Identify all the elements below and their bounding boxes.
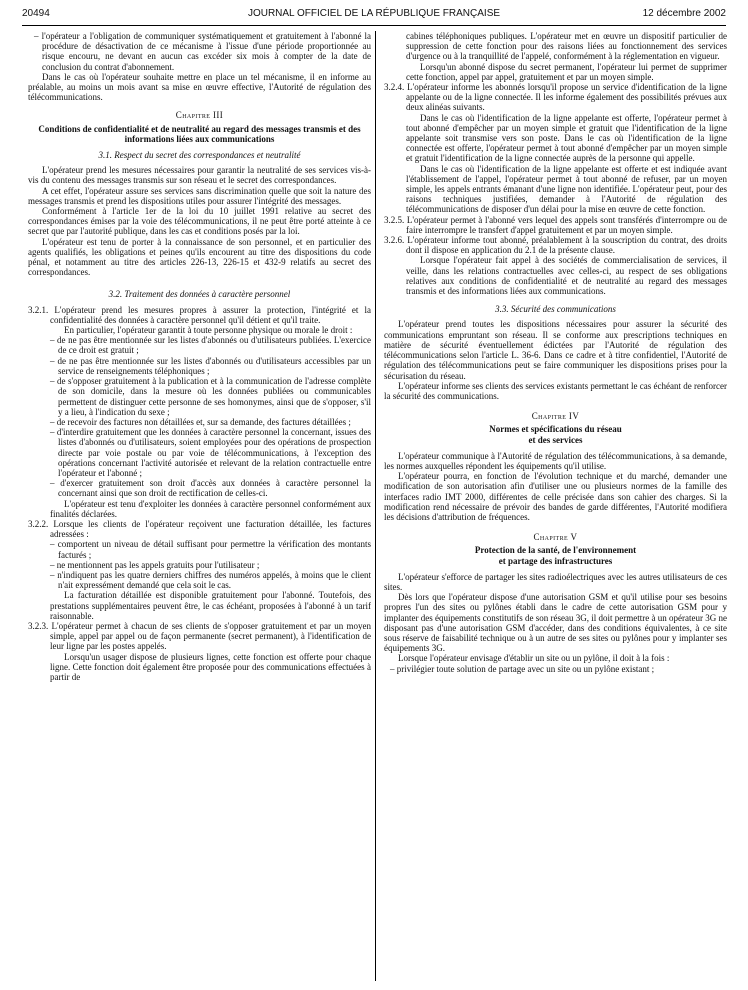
paragraph: L'opérateur prend toutes les dispositions nécessaires pour assurer la sécurité des communications empruntant son réseau. Il se conforme aux prescriptions techniques en matière de sécurité éventuellement édictées par l'Autorité de régulation des télécommunications selon l'article L. 36-6. Dans ce cadre et à titre confidentiel, l'Autorité de régulation des télécommunications peut se faire communiquer les dispositions prises pour la sécurisation du réseau. — [384, 319, 727, 381]
paragraph: L'opérateur est tenu d'exploiter les données à caractère personnel conformément aux finalités déclarées. — [50, 498, 371, 519]
paragraph: Lorsque l'opérateur fait appel à des sociétés de commercialisation de services, il veille, dans les relations contractuelles avec celles-ci, au respect de ses obligations relatives aux conditions de confidentialité et de neutralité au regard des messages transmis et des informations liées aux communications. — [406, 255, 727, 297]
column-divider — [375, 31, 376, 981]
list-item: – d'exercer gratuitement son droit d'accès aux données à caractère personnel la concernant ainsi que son droit de rectification de celles-ci. — [50, 478, 371, 499]
numbered-paragraph: 3.2.1. L'opérateur prend les mesures propres à assurer la protection, l'intégrité et la confidentialité des données à caractère personnel qu'il détient et qu'il traite. — [28, 304, 371, 325]
list-item: – de ne pas être mentionnée sur les listes d'abonnés ou d'utilisateurs publiées. L'exercice de ce droit est gratuit ; — [50, 335, 371, 356]
paragraph: L'opérateur informe ses clients des services existants permettant le cas échéant de renforcer la sécurité des communications. — [384, 380, 727, 401]
numbered-paragraph: 3.2.4. L'opérateur informe les abonnés lorsqu'il propose un service d'identification de la ligne appelante ou de la ligne connectée. Il les informe également des possibilités prévues aux deux alinéas suivants. — [384, 82, 727, 113]
paragraph: La facturation détaillée est disponible gratuitement pour l'abonné. Toutefois, des prestations supplémentaires peuvent être, le cas échéant, proposées à l'abonné à un tarif raisonnable. — [50, 590, 371, 621]
section-heading: 3.2. Traitement des données à caractère personnel — [108, 289, 291, 300]
chapter-title: et des services — [528, 434, 583, 445]
list-item: – de s'opposer gratuitement à la publication et à la communication de l'adresse complète de son domicile, dans la mesure où les données publiées ou communicables permettent de distinguer cette personne de ses homonymes, ainsi que de s'opposer, s'il y a lieu, à l'indication du sexe ; — [50, 376, 371, 417]
paragraph: L'opérateur s'efforce de partager les sites radioélectriques avec les autres utilisateurs de ces sites. — [384, 571, 727, 592]
right-column — [384, 31, 727, 981]
list-item: – de recevoir des factures non détaillées et, sur sa demande, des factures détaillées ; — [50, 416, 351, 427]
chapter-heading: Chapitre IV — [531, 411, 580, 422]
paragraph: L'opérateur pourra, en fonction de l'évolution technique et du marché, demander une modification de son autorisation afin d'utiliser une ou plusieurs normes de la famille des interfaces radio IMT 2000, différentes de celle précisée dans son cahier des charges. Si la modification rend nécessaire de prévoir des bandes de garde différentes, l'Autorité modifiera les décisions d'attribution de fréquences. — [384, 471, 727, 522]
paragraph: Dès lors que l'opérateur dispose d'une autorisation GSM et qu'il utilise pour ses besoins propres l'un des sites ou pylônes établi dans le cadre de cette autorisation GSM pour y implanter des équipements constitutifs de son réseau 3G, il doit permettre à un opérateur 3G ne disposant pas d'une autorisation GSM d'accéder, dans des conditions équivalentes, à ce site sous réserve de faisabilité technique ou à un autre de ses sites ou pylônes pour y implanter ses équipements 3G. — [384, 592, 727, 654]
list-item: – d'interdire gratuitement que les données à caractère personnel la concernant, issues des listes d'abonnés ou d'utilisateurs, soient employées pour des opérations de prospection directe par voie postale ou par voie de télécommunications, à l'exception des opérations concernant l'activité autorisée et relevant de la relation contractuelle entre l'opérateur et l'abonné ; — [50, 427, 371, 478]
paragraph: A cet effet, l'opérateur assure ses services sans discrimination quelle que soit la nature des messages transmis et prend les dispositions utiles pour assurer l'intégrité des messages. — [28, 185, 371, 206]
numbered-paragraph: 3.2.2. Lorsque les clients de l'opérateur reçoivent une facturation détaillée, les factures adressées : — [28, 518, 371, 540]
list-item: – privilégier toute solution de partage avec un site ou un pylône existant ; — [390, 663, 655, 674]
paragraph: L'opérateur est tenu de porter à la connaissance de son personnel, et en particulier des agents qualifiés, les obligations et peines qu'ils encourent au titre des dispositions du code pénal, et notamment au titre des articles 226-13, 226-15 et 432-9 relatifs au secret des correspondances. — [28, 236, 371, 278]
chapter-heading: Chapitre III — [175, 110, 224, 121]
paragraph: Lorsqu'un usager dispose de plusieurs lignes, cette fonction est offerte pour chaque ligne. Cette fonction doit également être proposée pour des communications effectuées à partir de — [50, 651, 371, 682]
paragraph: Dans le cas où l'identification de la ligne appelante est offerte et est indiquée avant l'établissement de l'appel, l'opérateur permet à tout abonné de refuser, par un moyen simple, les appels entrants émanant d'une ligne non identifiée. L'opérateur peut, pour des raisons techniques justifiées, demander à l'Autorité de régulation des télécommunications de disposer d'un délai pour la mise en œuvre de cette fonction. — [406, 163, 727, 215]
list-item: – de ne pas être mentionnée sur les listes d'abonnés ou d'utilisateurs accessibles par un service de renseignements téléphoniques ; — [50, 355, 371, 376]
chapter-title: et partage des infrastructures — [498, 555, 613, 566]
chapter-title: Protection de la santé, de l'environnement — [474, 545, 637, 556]
list-item: – comportent un niveau de détail suffisant pour permettre la vérification des montants facturés ; — [50, 539, 371, 560]
paragraph: Conformément à l'article 1er de la loi du 10 juillet 1991 relative au secret des correspondances émises par la voie des télécommunications, il ne peut être porté atteinte à ce secret que par l'autorité publique, dans les cas et conditions posés par la loi. — [28, 206, 371, 237]
page-header — [22, 9, 726, 23]
list-item: – n'indiquent pas les quatre derniers chiffres des numéros appelés, à moins que le client n'ait expressément demandé que cela soit le cas. — [50, 569, 371, 591]
journal-title: JOURNAL OFFICIEL DE LA RÉPUBLIQUE FRANÇAISE — [247, 8, 501, 19]
paragraph: cabines téléphoniques publiques. L'opérateur met en œuvre un dispositif particulier de suppression de cette fonction pour des raisons liées au fonctionnement des services d'urgence ou à la tranquillité de l'appelé, conformément à la réglementation en vigueur. — [406, 31, 727, 62]
header-rule — [22, 25, 726, 26]
list-item: – ne mentionnent pas les appels gratuits pour l'utilisateur ; — [50, 559, 260, 570]
paragraph: L'opérateur communique à l'Autorité de régulation des télécommunications, à sa demande, les normes auxquelles répondent les équipements qu'il utilise. — [384, 450, 727, 471]
chapter-title: Normes et spécifications du réseau — [489, 424, 622, 435]
paragraph: Lorsque l'opérateur envisage d'établir un site ou un pylône, il doit à la fois : — [398, 653, 670, 664]
paragraph: Dans le cas où l'opérateur souhaite mettre en place un tel mécanisme, il en informe au préalable, au moins un mois avant sa mise en œuvre effective, l'Autorité de régulation des télécommunications. — [28, 71, 371, 103]
paragraph: – l'opérateur a l'obligation de communiquer systématiquement et gratuitement à l'abonné la procédure de désactivation de ce mécanisme à l'issue d'une période proportionnée au risque encouru, ne devant en aucun cas excéder six mois à compter de la date de conclusion du contrat d'abonnement. — [34, 31, 371, 72]
paragraph: L'opérateur prend les mesures nécessaires pour garantir la neutralité de ses services vis-à-vis du contenu des messages transmis sur son réseau et le secret des correspondances. — [28, 165, 371, 186]
chapter-heading: Chapitre V — [533, 532, 578, 543]
chapter-title: Conditions de confidentialité et de neutralité au regard des messages transmis et des informations liées aux communications — [38, 123, 361, 144]
page-number: 20494 — [22, 8, 50, 19]
numbered-paragraph: 3.2.3. L'opérateur permet à chacun de ses clients de s'opposer gratuitement et par un moyen simple, appel par appel ou de façon permanente (secret permanent), à l'identification de leur ligne par les postes appelés. — [28, 620, 371, 652]
section-heading: 3.1. Respect du secret des correspondances et neutralité — [98, 150, 301, 161]
paragraph: Dans le cas où l'identification de la ligne appelante est offerte, l'opérateur permet à tout abonné d'empêcher par un moyen simple et gratuit que l'identification de la ligne appelante soit transmise vers son poste. Dans le cas où l'identification de la ligne connectée est offerte, l'opérateur permet à tout abonné d'empêcher par un moyen simple et gratuit l'identification de la ligne connectée auprès de la personne qui appelle. — [406, 112, 727, 164]
numbered-paragraph: 3.2.6. L'opérateur informe tout abonné, préalablement à la souscription du contrat, des droits dont il dispose en application du 2.1 de la présente clause. — [384, 235, 727, 256]
section-heading: 3.3. Sécurité des communications — [495, 304, 616, 315]
paragraph: Lorsqu'un abonné dispose du secret permanent, l'opérateur lui permet de supprimer cette fonction, appel par appel, gratuitement et par un moyen simple. — [406, 61, 727, 82]
numbered-paragraph: 3.2.5. L'opérateur permet à l'abonné vers lequel des appels sont transférés d'interrompre ou de faire interrompre le transfert d'appel gratuitement et par un moyen simple. — [384, 214, 727, 235]
left-column — [28, 31, 371, 981]
publication-date: 12 décembre 2002 — [642, 8, 726, 19]
paragraph: En particulier, l'opérateur garantit à toute personne physique ou morale le droit : — [64, 325, 353, 336]
